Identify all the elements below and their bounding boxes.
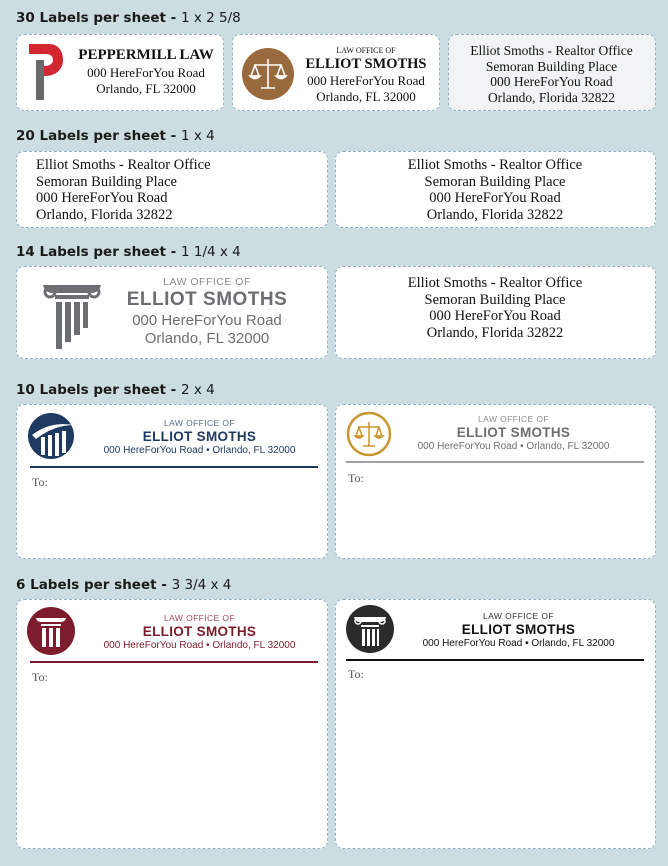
section-heading-30: 30 Labels per sheet - 1 x 2 5/8 xyxy=(16,10,241,26)
law-office-name: ELLIOT SMOTHS xyxy=(126,289,288,310)
law-office-pre: LAW OFFICE OF xyxy=(483,611,554,621)
realtor-line2: Semoran Building Place xyxy=(424,291,566,308)
peppermill-street: 000 HereForYou Road xyxy=(87,65,205,80)
section-heading-6: 6 Labels per sheet - 3 3/4 x 4 xyxy=(16,577,232,593)
section-heading-20: 20 Labels per sheet - 1 x 4 xyxy=(16,128,215,144)
column-swoosh-icon xyxy=(28,413,74,459)
label-law-office-gold xyxy=(335,404,656,559)
realtor-line1: Elliot Smoths - Realtor Office xyxy=(407,157,583,173)
realtor-line1: Elliot Smoths - Realtor Office xyxy=(407,275,583,291)
scales-of-justice-icon xyxy=(242,48,294,100)
scales-of-justice-icon xyxy=(346,411,392,457)
law-office-city: Orlando, FL 32000 xyxy=(316,89,416,104)
realtor-line3: 000 HereForYou Road xyxy=(429,190,561,206)
law-office-name: ELLIOT SMOTHS xyxy=(142,624,257,639)
section-heading-10: 10 Labels per sheet - 2 x 4 xyxy=(16,382,215,398)
law-office-name: ELLIOT SMOTHS xyxy=(142,429,257,444)
divider xyxy=(346,659,644,661)
peppermill-city: Orlando, FL 32000 xyxy=(96,81,196,96)
law-office-pre: LAW OFFICE OF xyxy=(164,613,235,623)
law-office-name: ELLIOT SMOTHS xyxy=(305,56,427,72)
peppermill-logo-icon xyxy=(29,44,63,100)
law-office-pre: LAW OFFICE OF xyxy=(336,46,396,55)
label-realtor-left xyxy=(16,151,328,228)
label-law-office-black xyxy=(335,599,656,849)
realtor-line4: Orlando, Florida 32822 xyxy=(426,206,564,223)
realtor-line2: Semoran Building Place xyxy=(424,173,566,190)
law-office-street: 000 HereForYou Road xyxy=(132,312,282,329)
realtor-line3: 000 HereForYou Road xyxy=(36,190,168,206)
law-office-pre: LAW OFFICE OF xyxy=(163,276,251,288)
to-label: To: xyxy=(348,667,364,681)
realtor-line1: Elliot Smoths - Realtor Office xyxy=(36,157,211,173)
divider xyxy=(30,661,318,663)
realtor-line1: Elliot Smoths - Realtor Office xyxy=(470,43,633,58)
to-label: To: xyxy=(32,670,48,684)
law-office-address: 000 HereForYou Road • Orlando, FL 32000 xyxy=(103,445,296,456)
law-office-address: 000 HereForYou Road • Orlando, FL 32000 xyxy=(422,638,615,649)
column-icon xyxy=(27,607,75,655)
realtor-line4: Orlando, Florida 32822 xyxy=(487,89,616,105)
to-label: To: xyxy=(348,471,364,485)
label-realtor-right xyxy=(335,151,656,228)
divider xyxy=(30,466,318,468)
realtor-line4: Orlando, Florida 32822 xyxy=(426,324,564,341)
law-office-name: ELLIOT SMOTHS xyxy=(456,425,571,440)
realtor-line3: 000 HereForYou Road xyxy=(490,74,613,89)
law-office-name: ELLIOT SMOTHS xyxy=(461,622,576,637)
label-peppermill xyxy=(16,34,224,111)
label-realtor-small xyxy=(448,34,656,111)
peppermill-name: PEPPERMILL LAW xyxy=(78,47,214,63)
realtor-line2: Semoran Building Place xyxy=(485,58,618,74)
law-office-address: 000 HereForYou Road • Orlando, FL 32000 xyxy=(417,441,610,452)
law-office-address: 000 HereForYou Road • Orlando, FL 32000 xyxy=(103,640,296,651)
label-realtor-14 xyxy=(335,266,656,359)
label-law-office-navy xyxy=(16,404,328,559)
column-icon xyxy=(41,281,103,351)
law-office-pre: LAW OFFICE OF xyxy=(478,414,549,424)
label-law-office-maroon xyxy=(16,599,328,849)
label-law-office-scales xyxy=(232,34,440,111)
law-office-street: 000 HereForYou Road xyxy=(307,73,425,88)
section-heading-14: 14 Labels per sheet - 1 1/4 x 4 xyxy=(16,244,241,260)
realtor-line4: Orlando, Florida 32822 xyxy=(36,206,173,223)
realtor-line3: 000 HereForYou Road xyxy=(429,308,561,324)
law-office-city: Orlando, FL 32000 xyxy=(144,330,270,347)
column-icon xyxy=(346,605,394,653)
divider xyxy=(346,461,644,463)
label-law-office-column xyxy=(16,266,328,359)
realtor-line2: Semoran Building Place xyxy=(36,173,177,190)
to-label: To: xyxy=(32,475,48,489)
law-office-pre: LAW OFFICE OF xyxy=(164,418,235,428)
